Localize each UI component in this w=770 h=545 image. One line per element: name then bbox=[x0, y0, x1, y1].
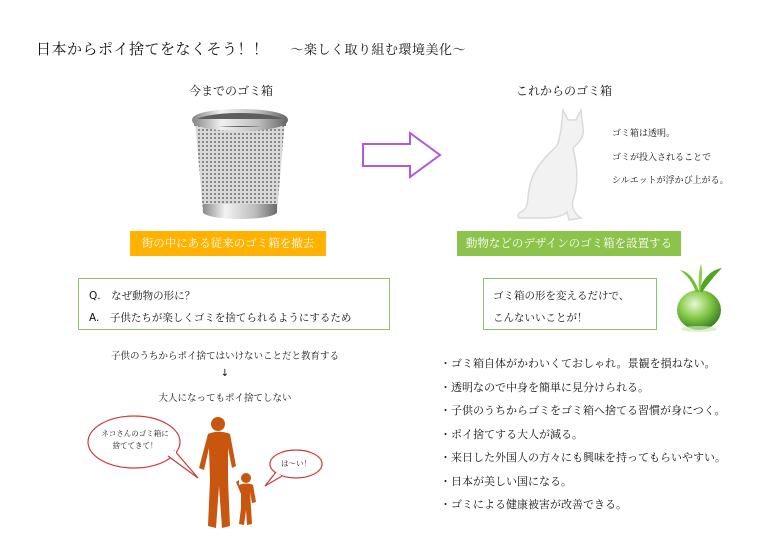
change-box bbox=[483, 278, 657, 330]
benefit-item: ・透明なので中身を簡単に見分けられる。 bbox=[440, 380, 649, 394]
benefit-item: ・ゴミによる健康被害が改善できる。 bbox=[440, 498, 627, 511]
benefit-item: ・来日した外国人の方々にも興味を持ってもらいやすい。 bbox=[440, 451, 726, 464]
qa-answer: A. 子供たちが楽しくゴミを捨てられるようにするため bbox=[89, 312, 352, 324]
benefits-list bbox=[440, 355, 726, 520]
child-speech-text: は～い！ bbox=[281, 459, 311, 468]
mesh-trash-can-image bbox=[185, 108, 295, 228]
right-heading: これからのゴミ箱 bbox=[516, 84, 613, 98]
education-arrow: ↓ bbox=[220, 368, 230, 379]
title-subtitle: ～楽しく取り組む環境美化～ bbox=[290, 43, 467, 58]
eco-globe-icon bbox=[668, 262, 730, 334]
education-line-1: 子供のうちからポイ捨てはいけないことだと教育する bbox=[110, 351, 339, 362]
benefit-item: ・ゴミ箱自体がかわいくておしゃれ。景観を損ねない。 bbox=[440, 357, 716, 370]
parent-and-child-silhouette-icon bbox=[186, 414, 266, 534]
change-box-line-2: こんないいことが！ bbox=[493, 312, 588, 324]
adult-speech-line-1: ネコさんのゴミ箱に bbox=[101, 429, 169, 438]
bin-note-3: シルエットが浮かび上がる。 bbox=[612, 176, 729, 186]
benefit-item: ・ポイ捨てする大人が減る。 bbox=[440, 427, 583, 441]
change-box-line-1: ゴミ箱の形を変えるだけで、 bbox=[493, 290, 630, 302]
cat-silhouette-icon bbox=[515, 104, 595, 222]
benefit-item: ・日本が美しい国になる。 bbox=[440, 474, 572, 488]
title-main: 日本からポイ捨てをなくそう！！ bbox=[36, 40, 269, 58]
bin-note-2: ゴミが投入されることで bbox=[612, 153, 712, 163]
adult-speech-text bbox=[94, 428, 176, 452]
right-banner: 動物などのデザインのゴミ箱を設置する bbox=[457, 231, 681, 256]
left-banner: 街の中にある従来のゴミ箱を撤去 bbox=[130, 231, 326, 256]
right-arrow-icon bbox=[360, 130, 444, 180]
page-title bbox=[36, 38, 466, 59]
qa-box bbox=[78, 278, 390, 330]
left-heading: 今までのゴミ箱 bbox=[189, 84, 274, 98]
benefit-item: ・子供のうちからゴミをゴミ箱へ捨てる習慣が身につく。 bbox=[440, 404, 726, 417]
adult-speech-line-2: 捨ててきて！ bbox=[112, 441, 158, 450]
qa-question: Q. なぜ動物の形に？ bbox=[89, 290, 196, 302]
bin-note-1: ゴミ箱は透明。 bbox=[612, 129, 676, 139]
education-line-2: 大人になってもポイ捨てしない bbox=[158, 393, 292, 404]
